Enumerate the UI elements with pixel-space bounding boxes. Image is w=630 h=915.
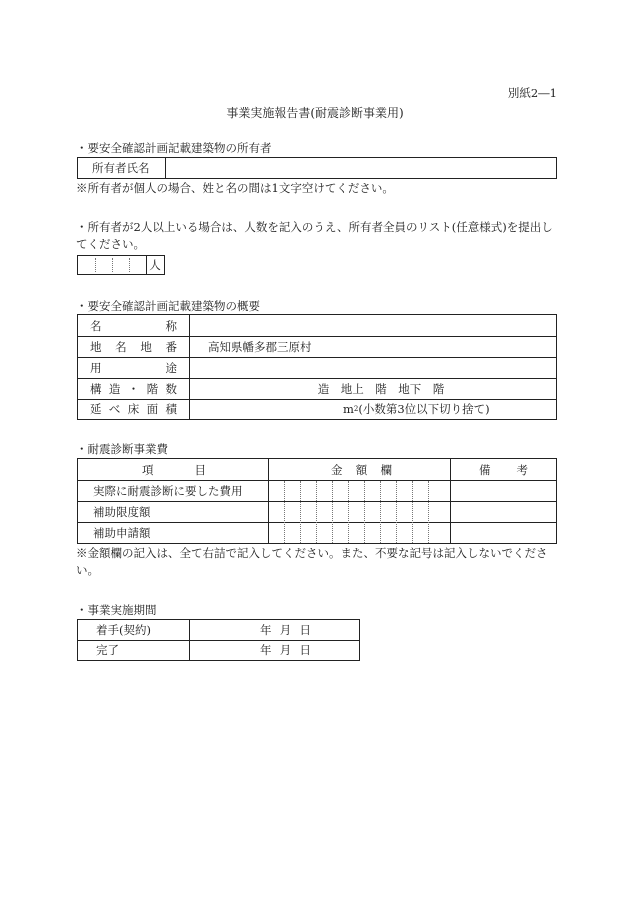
- cost-row-actual-label: 実際に耐震診断に要した費用: [93, 483, 243, 498]
- period-section-heading: ・事業実施期間: [76, 603, 157, 617]
- building-row-label-address: 地 名 地 番: [90, 339, 177, 354]
- building-structure-input[interactable]: 造 地上 階 地下 階: [317, 381, 445, 396]
- cost-actual-remarks-input[interactable]: [451, 481, 556, 501]
- period-end-label: 完了: [96, 643, 119, 657]
- building-floor-area-input[interactable]: m 2 (小数第3位以下切り捨て): [343, 402, 490, 416]
- building-row-label-structure: 構 造 ・ 階 数: [90, 381, 177, 396]
- cost-limit-amount-input[interactable]: [269, 502, 450, 522]
- cost-row-limit-label: 補助限度額: [93, 504, 151, 519]
- cost-header-amount: 金 額 欄: [331, 462, 392, 477]
- cost-actual-amount-input[interactable]: [269, 481, 450, 501]
- owner-name-label: 所有者氏名: [92, 161, 150, 175]
- page-title: 事業実施報告書(耐震診断事業用): [226, 106, 404, 120]
- owner-count-input[interactable]: [78, 256, 146, 274]
- multi-owner-note: ・所有者が2人以上いる場合は、人数を記入のうえ、所有者全員のリスト(任意様式)を提出してください。: [76, 220, 553, 251]
- owner-name-input[interactable]: [166, 158, 556, 178]
- owner-section-heading: ・要安全確認計画記載建築物の所有者: [76, 141, 272, 155]
- building-table: [77, 314, 557, 420]
- building-name-input[interactable]: [190, 315, 556, 336]
- period-start-label: 着手(契約): [96, 623, 151, 637]
- period-table: [77, 619, 360, 661]
- cost-limit-remarks-input[interactable]: [451, 502, 556, 522]
- cost-request-remarks-input[interactable]: [451, 523, 556, 543]
- building-section-heading: ・要安全確認計画記載建築物の概要: [76, 299, 260, 313]
- cost-table: [77, 458, 557, 544]
- cost-section-heading: ・耐震診断事業費: [76, 442, 168, 456]
- page-reference: 別紙2―1: [507, 86, 557, 100]
- owner-count-box: [77, 255, 165, 275]
- period-end-date-input[interactable]: 年 月 日: [260, 643, 311, 657]
- building-address-input[interactable]: 高知県幡多郡三原村: [208, 339, 312, 354]
- cost-row-request-label: 補助申請額: [93, 525, 151, 540]
- period-start-date-input[interactable]: 年 月 日: [260, 623, 311, 637]
- cost-note: ※金額欄の記入は、全て右詰で記入してください。また、不要な記号は記入しないでください。: [76, 546, 548, 577]
- owner-count-unit: 人: [149, 258, 161, 272]
- cost-header-item: 項 目: [142, 462, 206, 477]
- owner-name-note: ※所有者が個人の場合、姓と名の間は1文字空けてください。: [76, 181, 394, 195]
- owner-name-table: [77, 157, 557, 179]
- building-row-label-floor-area: 延 べ 床 面 積: [90, 402, 177, 416]
- building-row-label-name: 名 称: [90, 318, 177, 333]
- building-row-label-use: 用 途: [90, 360, 177, 375]
- cost-request-amount-input[interactable]: [269, 523, 450, 543]
- cost-header-remarks: 備 考: [479, 462, 528, 477]
- building-use-input[interactable]: [190, 357, 556, 378]
